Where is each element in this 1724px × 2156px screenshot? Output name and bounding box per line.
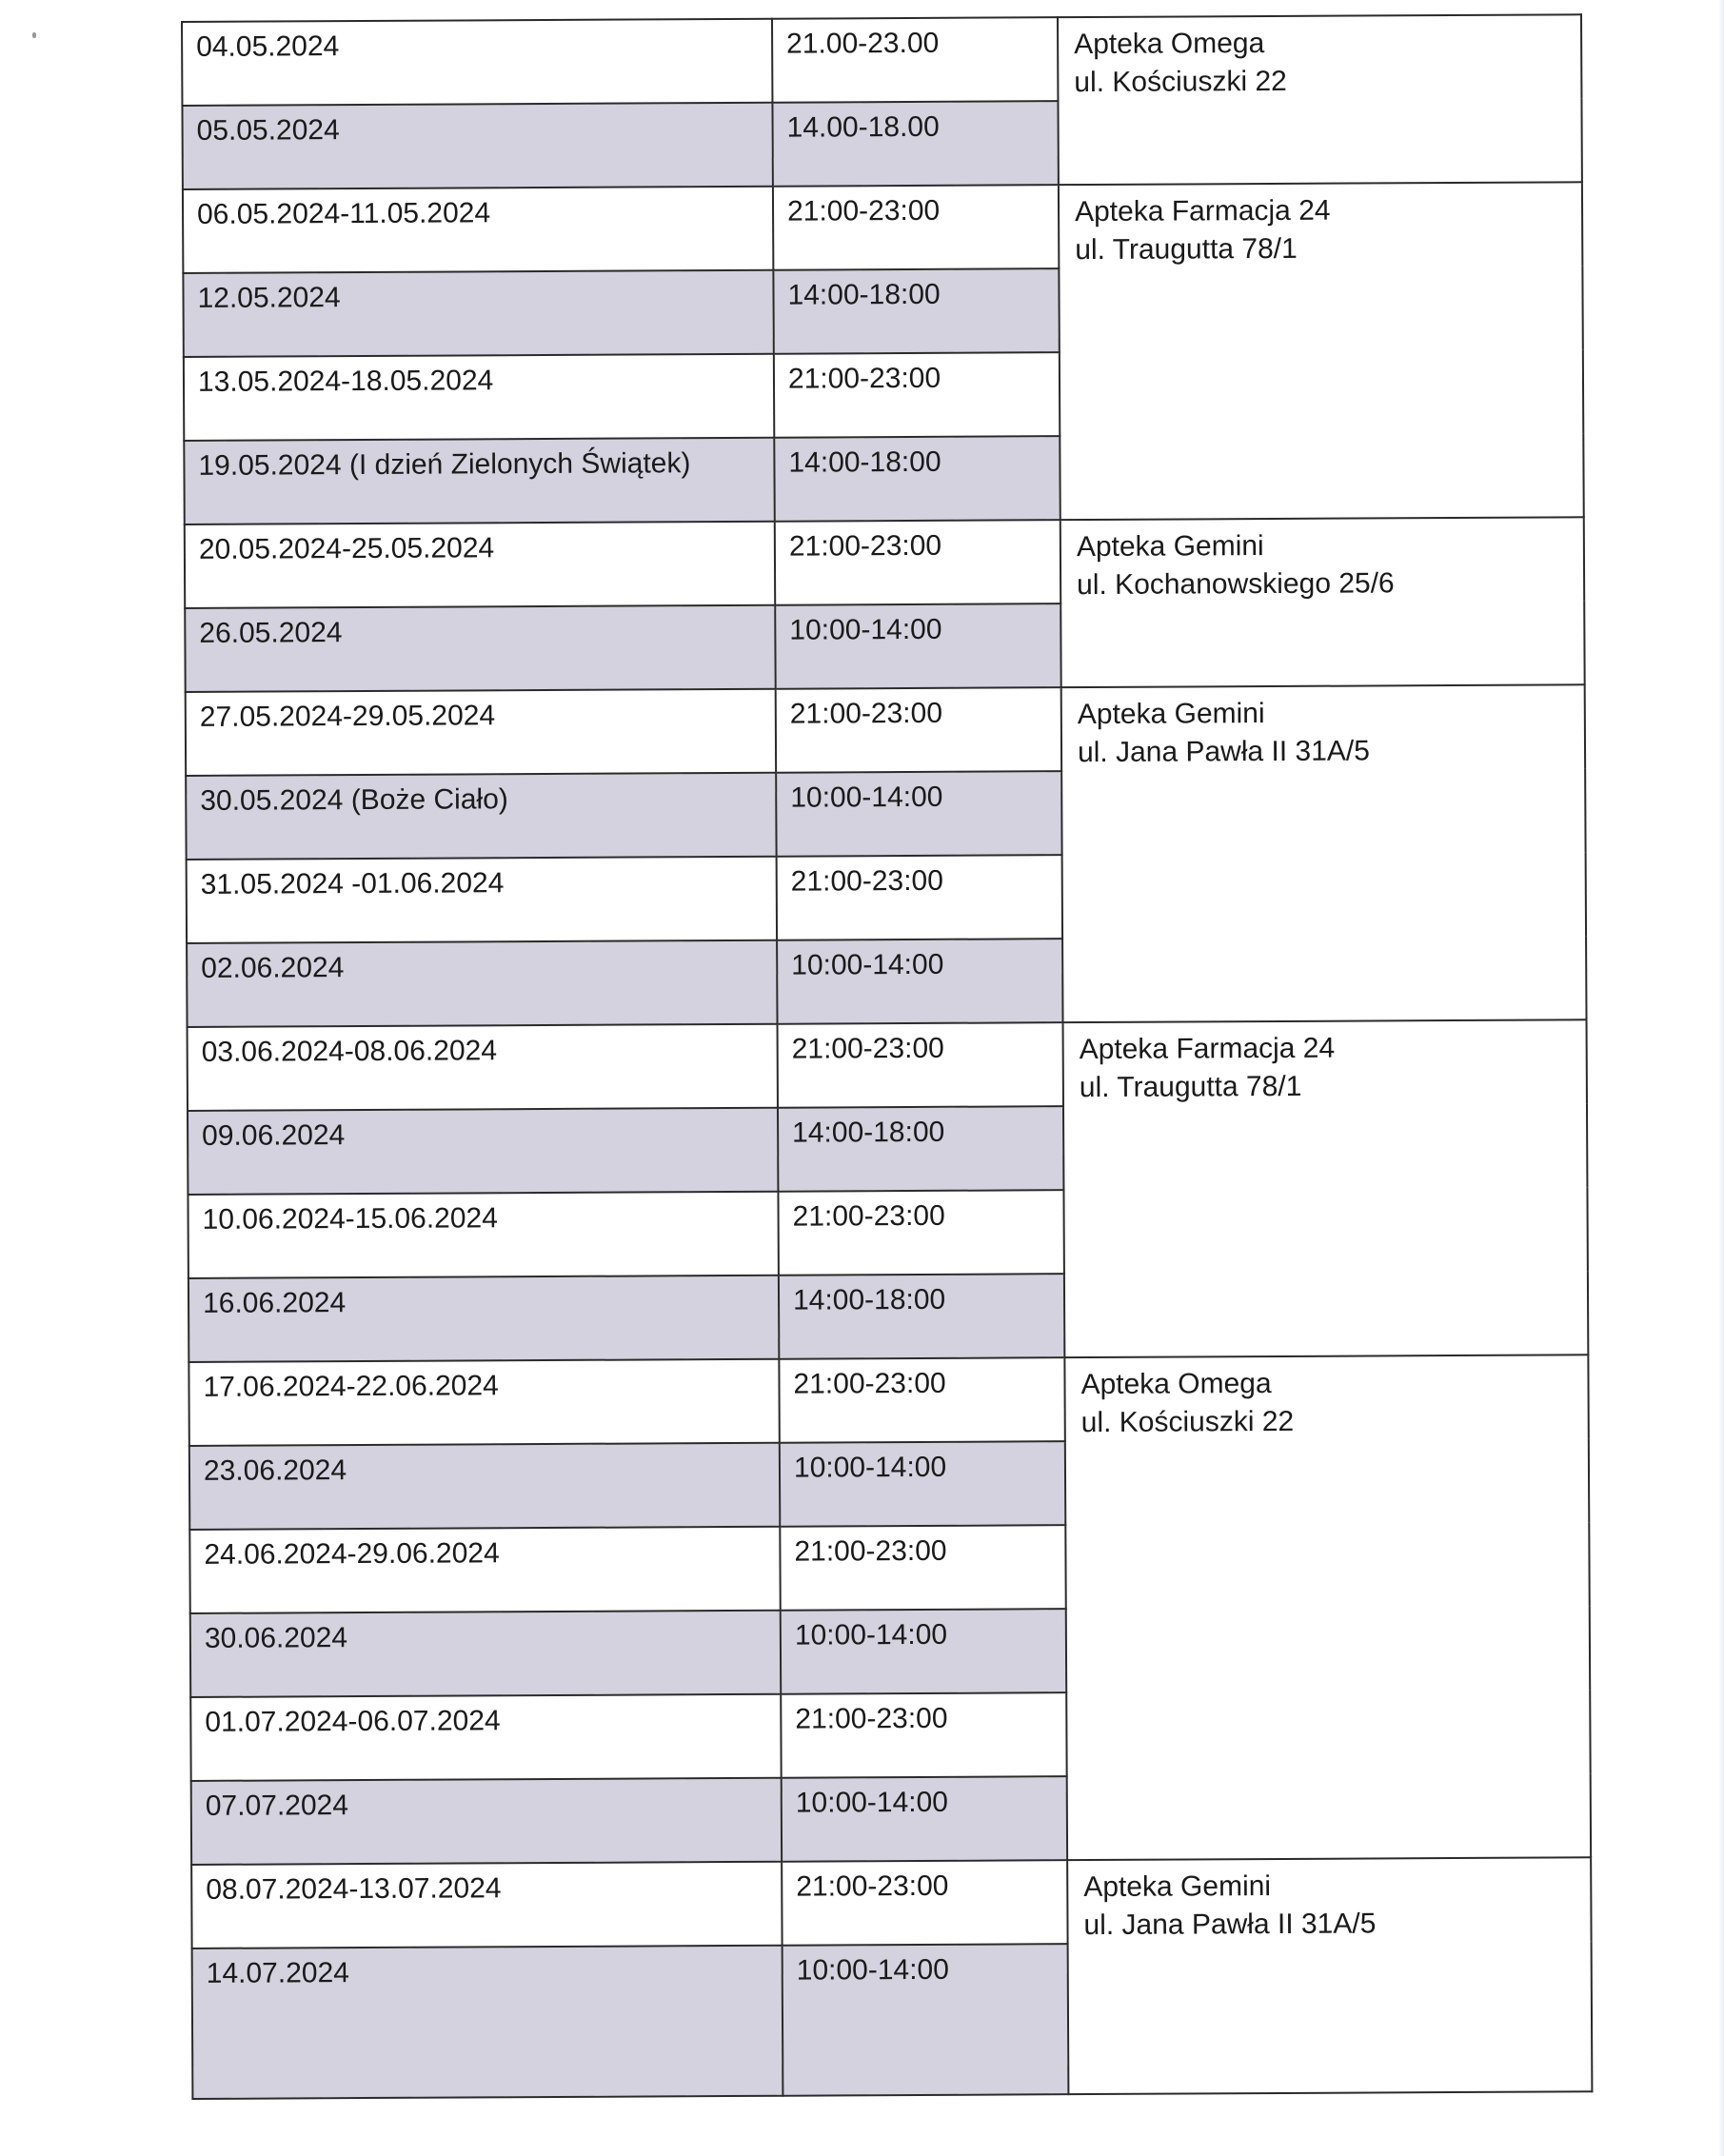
pharmacy-address: ul. Traugutta 78/1 xyxy=(1079,1070,1302,1104)
pharmacy-address: ul. Jana Pawła II 31A/5 xyxy=(1083,1908,1377,1942)
hours-cell: 21:00-23:00 xyxy=(780,1525,1065,1611)
hours-cell: 14:00-18:00 xyxy=(774,436,1060,522)
date-cell: 24.06.2024-29.06.2024 xyxy=(189,1527,780,1613)
hours-cell: 14:00-18:00 xyxy=(779,1274,1064,1359)
hours-cell: 21:00-23:00 xyxy=(779,1357,1064,1443)
table-row xyxy=(191,1857,1591,1948)
scan-speck xyxy=(32,32,36,38)
date-cell: 16.06.2024 xyxy=(188,1276,779,1362)
date-cell: 03.06.2024-08.06.2024 xyxy=(188,1024,778,1111)
hours-cell: 10:00-14:00 xyxy=(780,1441,1065,1527)
pharmacy-name: Apteka Omega xyxy=(1080,1368,1272,1401)
date-cell: 01.07.2024-06.07.2024 xyxy=(190,1694,781,1781)
date-cell: 19.05.2024 (I dzień Zielonych Świątek) xyxy=(184,438,774,524)
pharmacy-cell xyxy=(1058,14,1582,185)
date-cell: 27.05.2024-29.05.2024 xyxy=(186,689,776,776)
date-cell: 20.05.2024-25.05.2024 xyxy=(185,522,775,608)
pharmacy-name: Apteka Farmacja 24 xyxy=(1079,1032,1336,1066)
hours-cell: 21:00-23:00 xyxy=(774,352,1060,438)
hours-cell: 21:00-23:00 xyxy=(773,185,1059,270)
hours-cell: 21.00-23.00 xyxy=(772,17,1058,103)
date-cell: 23.06.2024 xyxy=(189,1443,780,1530)
pharmacy-address: ul. Kochanowskiego 25/6 xyxy=(1077,567,1395,602)
date-cell: 13.05.2024-18.05.2024 xyxy=(184,354,774,441)
pharmacy-cell xyxy=(1063,1019,1589,1357)
hours-cell: 10:00-14:00 xyxy=(775,603,1060,689)
hours-cell: 10:00-14:00 xyxy=(781,1609,1066,1694)
pharmacy-cell xyxy=(1064,1355,1591,1860)
date-cell: 12.05.2024 xyxy=(183,270,773,357)
pharmacy-duty-schedule-table xyxy=(181,13,1593,2100)
pharmacy-name: Apteka Gemini xyxy=(1083,1870,1272,1904)
date-cell: 06.05.2024-11.05.2024 xyxy=(183,187,773,273)
hours-cell: 10:00-14:00 xyxy=(777,939,1062,1024)
pharmacy-name: Apteka Gemini xyxy=(1077,698,1265,731)
pharmacy-cell xyxy=(1059,182,1584,520)
table-row xyxy=(186,684,1585,776)
hours-cell: 10:00-14:00 xyxy=(782,1776,1067,1862)
table-row xyxy=(185,517,1584,608)
hours-cell: 21:00-23:00 xyxy=(777,855,1062,940)
hours-cell: 21:00-23:00 xyxy=(775,520,1060,605)
pharmacy-address: ul. Traugutta 78/1 xyxy=(1075,232,1298,267)
date-cell: 07.07.2024 xyxy=(191,1778,782,1865)
pharmacy-name: Apteka Farmacja 24 xyxy=(1074,194,1331,228)
hours-cell: 14.00-18.00 xyxy=(772,101,1058,187)
date-cell: 10.06.2024-15.06.2024 xyxy=(188,1192,778,1278)
pharmacy-cell xyxy=(1061,684,1587,1022)
table-row xyxy=(183,182,1582,273)
date-cell: 17.06.2024-22.06.2024 xyxy=(188,1359,779,1446)
hours-cell: 14:00-18:00 xyxy=(773,268,1059,354)
pharmacy-address: ul. Kościuszki 22 xyxy=(1074,65,1287,99)
date-cell: 26.05.2024 xyxy=(185,605,775,692)
table-row xyxy=(182,14,1581,106)
date-cell: 31.05.2024 -01.06.2024 xyxy=(187,857,777,943)
date-cell: 04.05.2024 xyxy=(182,19,772,106)
date-cell: 08.07.2024-13.07.2024 xyxy=(191,1862,782,1948)
date-cell: 14.07.2024 xyxy=(192,1946,783,2099)
hours-cell: 14:00-18:00 xyxy=(778,1106,1063,1192)
date-cell: 30.05.2024 (Boże Ciało) xyxy=(186,773,776,860)
scan-edge xyxy=(1718,0,1724,2156)
pharmacy-cell xyxy=(1060,517,1585,687)
pharmacy-name: Apteka Gemini xyxy=(1076,530,1264,564)
pharmacy-cell xyxy=(1067,1857,1592,2094)
hours-cell: 21:00-23:00 xyxy=(776,687,1061,773)
date-cell: 02.06.2024 xyxy=(187,940,777,1027)
date-cell: 05.05.2024 xyxy=(182,103,772,189)
date-cell: 09.06.2024 xyxy=(188,1108,778,1195)
hours-cell: 10:00-14:00 xyxy=(776,771,1061,857)
hours-cell: 21:00-23:00 xyxy=(778,1022,1063,1108)
hours-cell: 21:00-23:00 xyxy=(782,1860,1067,1946)
pharmacy-name: Apteka Omega xyxy=(1074,28,1265,61)
date-cell: 30.06.2024 xyxy=(190,1611,781,1697)
table-row xyxy=(188,1019,1587,1111)
pharmacy-address: ul. Jana Pawła II 31A/5 xyxy=(1077,735,1370,769)
hours-cell: 21:00-23:00 xyxy=(781,1692,1066,1778)
table-row xyxy=(188,1355,1588,1446)
pharmacy-address: ul. Kościuszki 22 xyxy=(1080,1405,1295,1439)
hours-cell: 10:00-14:00 xyxy=(783,1944,1069,2096)
hours-cell: 21:00-23:00 xyxy=(778,1190,1063,1276)
